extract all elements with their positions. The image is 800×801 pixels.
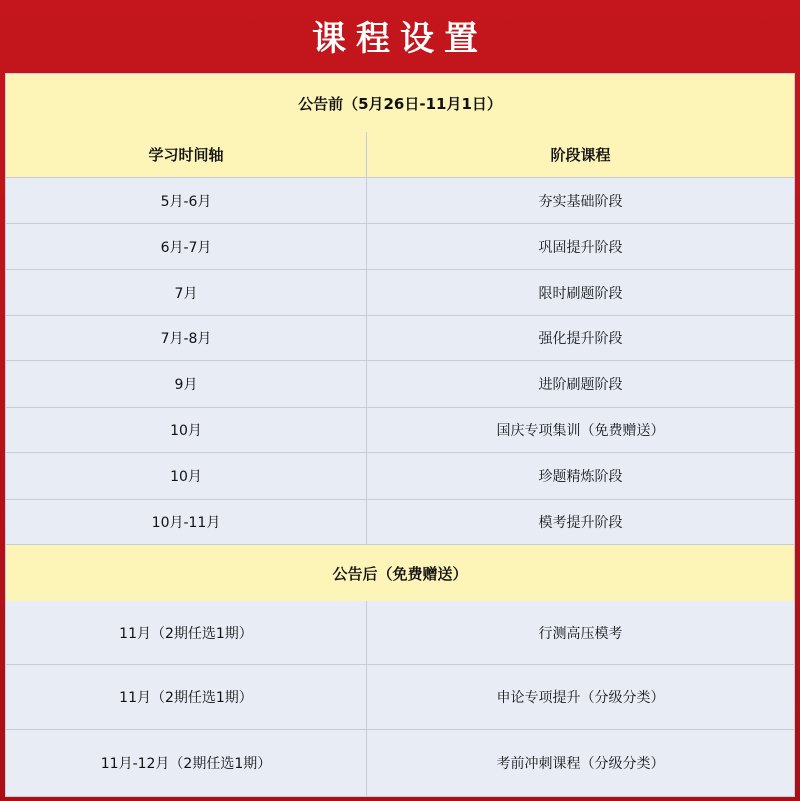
time-cell: 6月-7月 [6,224,367,270]
course-cell: 考前冲刺课程（分级分类） [367,730,794,796]
time-cell: 11月（2期任选1期） [6,665,367,730]
section-heading-after: 公告后（免费赠送） [6,545,794,602]
course-cell: 进阶刷题阶段 [367,361,794,408]
section-heading-before: 公告前（5月26日-11月1日） [6,74,794,133]
course-cell: 国庆专项集训（免费赠送） [367,408,794,453]
time-cell: 10月 [6,453,367,500]
column-header-course: 阶段课程 [367,132,794,178]
time-cell: 11月（2期任选1期） [6,601,367,665]
title-banner [0,0,800,70]
course-cell: 夯实基础阶段 [367,178,794,224]
time-cell: 7月-8月 [6,316,367,361]
time-cell: 11月-12月（2期任选1期） [6,730,367,796]
time-cell: 9月 [6,361,367,408]
course-cell: 限时刷题阶段 [367,270,794,316]
time-cell: 10月-11月 [6,500,367,545]
course-cell: 珍题精炼阶段 [367,453,794,500]
page-title: 课程设置 [312,18,488,59]
course-cell: 巩固提升阶段 [367,224,794,270]
course-cell: 申论专项提升（分级分类） [367,665,794,730]
time-cell: 10月 [6,408,367,453]
time-cell: 5月-6月 [6,178,367,224]
course-cell: 行测高压模考 [367,601,794,665]
time-cell: 7月 [6,270,367,316]
course-cell: 强化提升阶段 [367,316,794,361]
column-header-time: 学习时间轴 [6,132,367,178]
course-cell: 模考提升阶段 [367,500,794,545]
course-schedule-table [5,73,795,797]
